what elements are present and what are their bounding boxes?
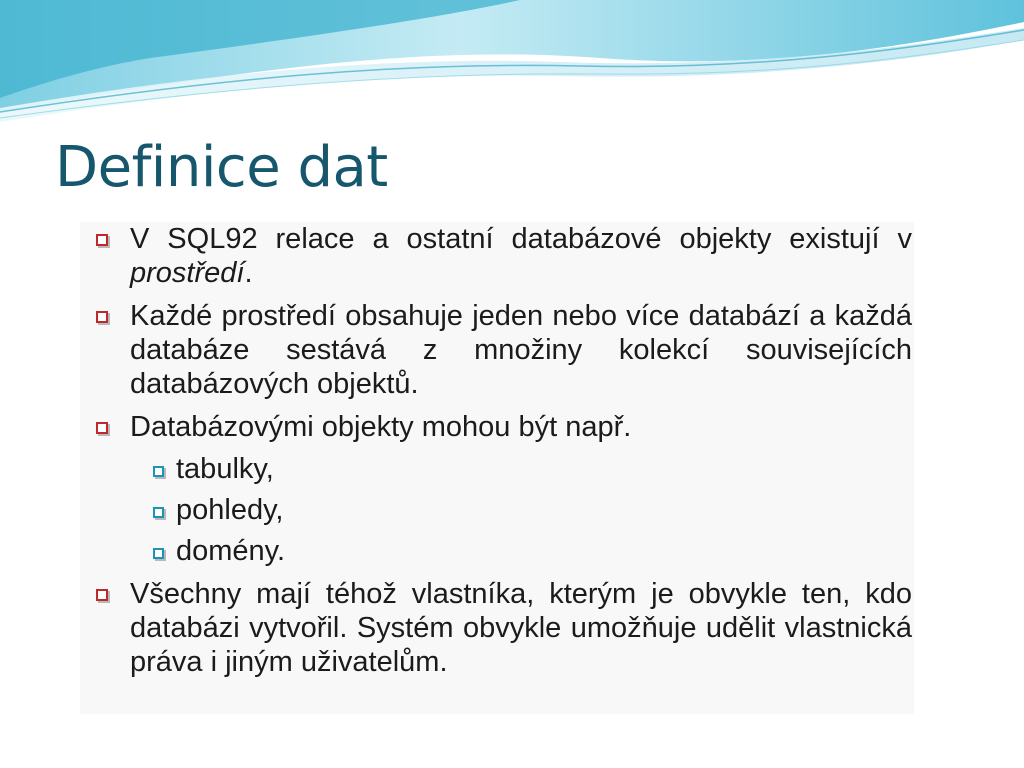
sub-bullet-text: pohledy, <box>176 494 284 526</box>
bullet-text: Každé prostředí obsahuje jeden nebo více databází a každá databáze sestává z množiny kolekcí souvisejících databázových objektů. <box>130 300 912 400</box>
square-bullet-icon <box>96 234 108 246</box>
bullet-item-objekty <box>80 410 914 568</box>
bullet-item-prostredi <box>80 222 914 290</box>
sub-bullet-item <box>80 452 912 486</box>
sub-bullet-list <box>80 452 912 568</box>
bullet-text: V SQL92 relace a ostatní databázové objekty existují v <box>130 223 912 255</box>
square-sub-bullet-icon <box>153 466 164 477</box>
slide-title: Definice dat <box>55 135 388 200</box>
square-bullet-icon <box>96 422 108 434</box>
bullet-text-end: . <box>244 257 253 289</box>
slide-content <box>80 222 914 714</box>
square-bullet-icon <box>96 311 108 323</box>
sub-bullet-item <box>80 493 912 527</box>
header-wave-decoration <box>0 0 1024 130</box>
bullet-text: Databázovými objekty mohou být např. <box>130 411 632 443</box>
square-sub-bullet-icon <box>153 507 164 518</box>
bullet-item-databaze <box>80 299 914 401</box>
sub-bullet-item <box>80 534 912 568</box>
sub-bullet-text: tabulky, <box>176 453 274 485</box>
square-bullet-icon <box>96 589 108 601</box>
square-sub-bullet-icon <box>153 548 164 559</box>
bullet-list <box>80 222 914 679</box>
bullet-text-italic: prostředí <box>130 257 245 289</box>
bullet-item-vlastnik <box>80 577 914 679</box>
bullet-text: Všechny mají téhož vlastníka, kterým je obvykle ten, kdo databázi vytvořil. Systém obvykle umožňuje udělit vlastnická práva i jiným uživatelům. <box>130 578 912 678</box>
sub-bullet-text: domény. <box>176 535 286 567</box>
